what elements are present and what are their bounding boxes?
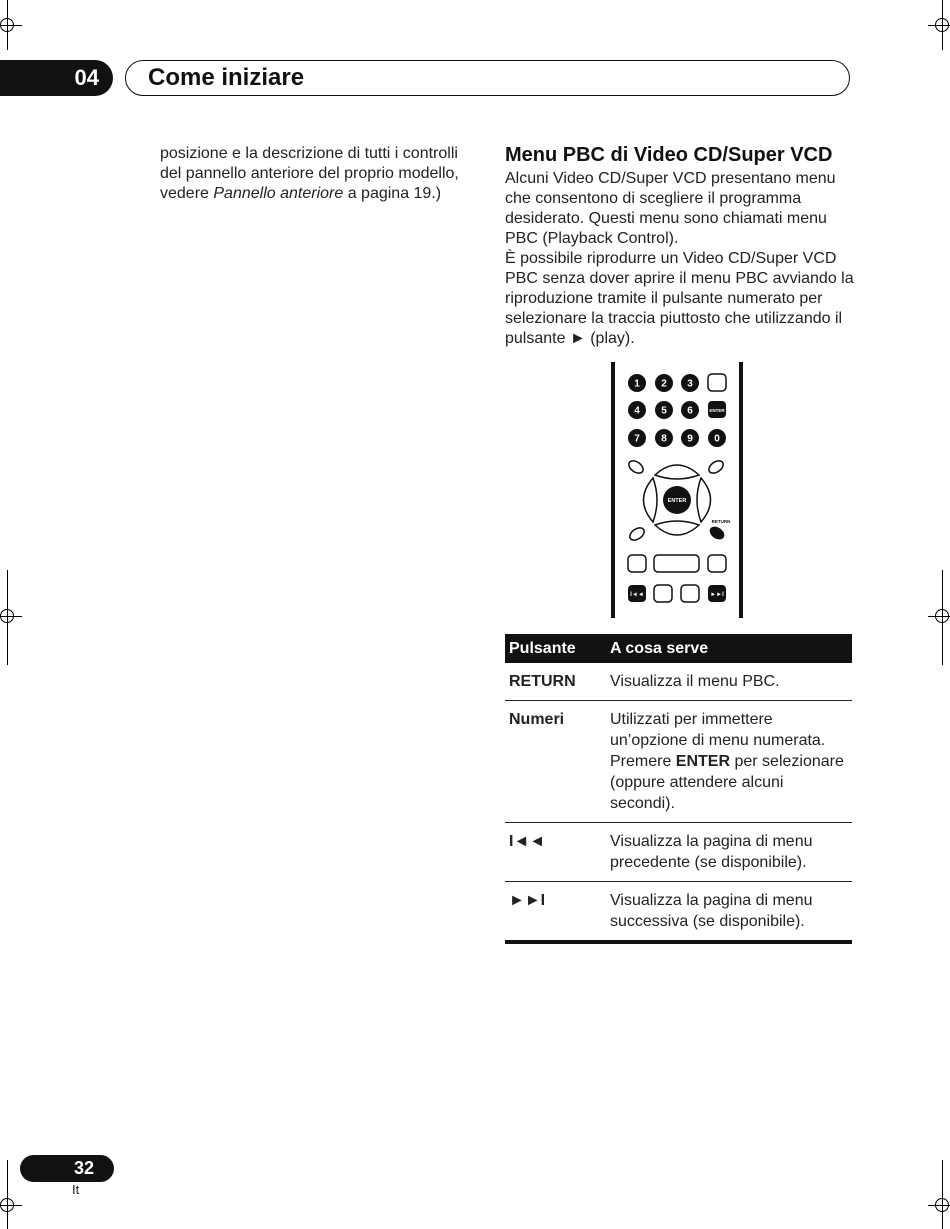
pbc-section <box>505 143 855 349</box>
table-row <box>505 663 852 701</box>
nav-right-arrow <box>697 478 711 522</box>
crop-mark-bottom-left <box>0 1160 22 1229</box>
remote-left-edge <box>611 362 615 618</box>
row-return-button: RETURN <box>505 663 606 701</box>
crop-mark-bottom-right <box>928 1160 950 1229</box>
key-6-label: 6 <box>687 405 693 417</box>
small-enter-label: ENTER <box>709 408 725 413</box>
page-number-badge: 32 <box>20 1155 114 1182</box>
button-function-table <box>505 634 852 944</box>
blank-key-lower-left <box>628 555 646 572</box>
blank-key-top <box>708 374 726 391</box>
section-paragraph-1: Alcuni Video CD/Super VCD presentano menu che consentono di scegliere il programma desiderato. Questi menu sono chiamati menu PBC (Playback Control). <box>505 170 836 247</box>
blank-key-transport-2 <box>681 585 699 602</box>
numbers-desc-before: Utilizzati per immettere un’opzione di menu numerata. Premere <box>610 711 826 770</box>
key-3-label: 3 <box>687 378 693 390</box>
oval-key-bottom-left <box>628 525 647 542</box>
lower-keys-row <box>628 555 726 572</box>
transport-keys-row <box>628 585 726 602</box>
key-5-label: 5 <box>661 405 667 417</box>
chapter-number-badge: 04 <box>0 60 113 96</box>
row-numbers-description <box>606 701 852 823</box>
numbers-desc-enter: ENTER <box>675 753 731 770</box>
return-text-label: RETURN <box>711 519 731 524</box>
table-row <box>505 882 852 943</box>
row-next-description: Visualizza la pagina di menu successiva (se disponibile). <box>606 882 852 943</box>
key-7-label: 7 <box>634 433 640 445</box>
nav-up-arrow <box>655 465 699 479</box>
key-4-label: 4 <box>634 405 640 417</box>
header-button: Pulsante <box>505 634 606 663</box>
chapter-title: Come iniziare <box>148 64 305 91</box>
next-skip-symbol: ►►I <box>710 592 724 598</box>
key-2-label: 2 <box>661 378 667 390</box>
table-row <box>505 823 852 882</box>
left-text-before: posizione e la descrizione di tutti i controlli del pannello anteriore del proprio modello, vedere <box>160 145 459 202</box>
numbers-desc-after: per selezionare (oppure attendere alcuni secondi). <box>610 753 844 812</box>
left-text-after: a pagina 19.) <box>343 185 442 202</box>
row-prev-description: Visualizza la pagina di menu precedente (se disponibile). <box>606 823 852 882</box>
key-9-label: 9 <box>687 433 693 445</box>
oval-key-top-right <box>707 458 726 475</box>
language-code: It <box>72 1182 80 1197</box>
blank-key-transport-1 <box>654 585 672 602</box>
table-row <box>505 701 852 823</box>
key-0-label: 0 <box>714 433 720 445</box>
chapter-title-box <box>125 60 850 96</box>
number-row-3 <box>628 429 726 447</box>
number-row-2 <box>628 401 726 419</box>
section-paragraph-2: È possibile riprodurre un Video CD/Super VCD PBC senza dover aprire il menu PBC avviando la riproduzione tramite il pulsante numerato per selezionare la traccia piuttosto che utilizzando il pulsante ► (play). <box>505 250 854 347</box>
row-numbers-button: Numeri <box>505 701 606 823</box>
blank-key-lower-right <box>708 555 726 572</box>
crop-mark-top-right <box>928 0 950 50</box>
return-button <box>707 524 726 542</box>
row-next-button: ►►I <box>505 882 606 943</box>
crop-mark-mid-left <box>0 570 22 665</box>
key-8-label: 8 <box>661 433 667 445</box>
left-text-italic-ref: Pannello anteriore <box>213 185 344 202</box>
header-function: A cosa serve <box>606 634 852 663</box>
section-title: Menu PBC di Video CD/Super VCD <box>505 144 833 166</box>
nav-left-arrow <box>644 478 658 522</box>
table-header-row <box>505 634 852 663</box>
nav-down-arrow <box>655 521 699 535</box>
crop-mark-top-left <box>0 0 22 50</box>
navigation-cluster <box>627 458 731 542</box>
enter-center-label: ENTER <box>667 498 687 504</box>
key-1-label: 1 <box>634 378 640 390</box>
number-row-1 <box>628 374 726 392</box>
prev-skip-symbol: I◄◄ <box>630 592 644 598</box>
row-return-description: Visualizza il menu PBC. <box>606 663 852 701</box>
oval-key-top-left <box>627 458 646 475</box>
blank-key-lower-wide <box>654 555 699 572</box>
left-column-text <box>160 144 480 204</box>
row-prev-button: I◄◄ <box>505 823 606 882</box>
remote-control-illustration <box>610 362 745 619</box>
crop-mark-mid-right <box>928 570 950 665</box>
remote-right-edge <box>739 362 743 618</box>
